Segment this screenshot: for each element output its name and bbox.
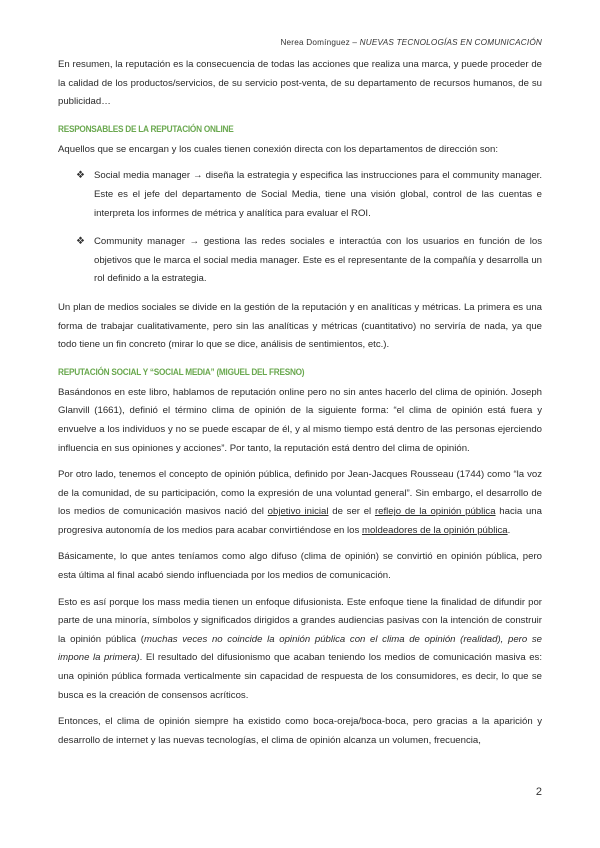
responsables-list — [58, 167, 542, 289]
section1-lead: Aquellos que se encargan y los cuales tienen conexión directa con los departamentos de dirección son: — [58, 143, 498, 155]
italic-text: muchas veces no coincide la opinión pública con el clima de opinión (realidad), pero se impone la primera) — [58, 633, 542, 664]
section2-paragraph-2 — [58, 466, 542, 540]
list-item-text: Community manager → gestiona las redes sociales e interactúa con los usuarios en función de los objetivos que le marca el social media manager. Este es el representante de la compañía y desarrolla un rol definido a la estrategia. — [94, 236, 542, 285]
page-number: 2 — [535, 786, 542, 798]
underlined-text: objetivo inicial — [267, 506, 329, 518]
text-run: Por otro lado, tenemos el concepto de opinión pública, definido por Jean-Jacques Rousseau (1744) como “la voz de la comunidad, de su participación, como la expresión de una voluntad general”. Sin embargo, el desarrollo de los medios de comunicación masivos nació del — [58, 469, 542, 518]
underlined-text: moldeadores de la opinión pública — [361, 524, 508, 536]
text-run: . El resultado del difusionismo que acaban teniendo los medios de comunicación masiva es: una opinión pública formada verticalmente sin capacidad de respuesta de los consumidores, es decir, lo que se busca es la creación de consensos acríticos. — [58, 652, 542, 701]
page-header — [280, 38, 542, 47]
section2-paragraph-1: Basándonos en este libro, hablamos de reputación online pero no sin antes hacerlo del clima de opinión. Joseph Glanvill (1661), definió el término clima de opinión de la siguiente forma: “el clima de opinión está fuera y envuelve a los individuos y no se puede escapar de él, y al mismo tiempo está dentro de las personas ejerciendo influencia en sus opiniones y acciones”. Por tanto, la reputación está dentro del clima de opinión. — [58, 386, 542, 454]
list-item — [58, 167, 542, 223]
list-item — [58, 233, 542, 289]
diamond-bullet-icon: ❖ — [76, 236, 85, 248]
section2-paragraph-5: Entonces, el clima de opinión siempre ha existido como boca-oreja/boca-boca, pero gracias a la aparición y desarrollo de internet y las nuevas tecnologías, el clima de opinión alcanza un volumen, frecuencia, — [58, 716, 542, 746]
text-run: de ser el — [328, 506, 375, 518]
document-body — [58, 56, 542, 750]
list-item-text: Social media manager → diseña la estrategia y especifica las instrucciones para el community manager. Este es el jefe del departamento de Social Media, tiene una visión global, control de las cuentas e interpreta los informes de métrica y analítica para evaluar el ROI. — [94, 170, 542, 219]
header-title: NUEVAS TECNOLOGÍAS EN COMUNICACIÓN — [359, 38, 542, 47]
underlined-text: reflejo de la opinión pública — [374, 506, 496, 518]
diamond-bullet-icon: ❖ — [76, 170, 85, 182]
text-run: . — [507, 524, 511, 536]
text-run: Esto es así porque los mass media tienen un enfoque difusionista. Este enfoque tiene la finalidad de difundir por parte de una minoría, símbolos y significados dirigidos a grandes audiencias pasivas con la intención de construir la opinión pública ( — [58, 596, 542, 645]
section1-closing: Un plan de medios sociales se divide en la gestión de la reputación y en analíticas y métricas. La primera es una forma de trabajar cualitativamente, pero sin las analíticas y métricas (cuantitativo) no serviría de nada, ya que todo tiene un fin concreto (mirar lo que se dice, análisis de sentimientos, etc.). — [58, 301, 542, 351]
section-heading-responsables: RESPONSABLES DE LA REPUTACIÓN ONLINE — [58, 123, 234, 135]
intro-paragraph: En resumen, la reputación es la consecuencia de todas las acciones que realiza una marca, y puede proceder de la calidad de los productos/servicios, de su servicio post-venta, de su departamento de recursos humanos, de su publicidad… — [58, 59, 542, 108]
section2-paragraph-4 — [58, 594, 542, 706]
section2-paragraph-3: Básicamente, lo que antes teníamos como algo difuso (clima de opinión) se convirtió en opinión pública, pero esta última al final acabó siendo influenciada por los medios de comunicación. — [58, 551, 542, 582]
section-heading-reputacion-social: REPUTACIÓN SOCIAL Y “SOCIAL MEDIA” (MIGUEL DEL FRESNO) — [58, 366, 305, 378]
header-author: Nerea Domínguez – — [280, 38, 360, 47]
text-run: hacia una progresiva autonomía de los medios para acabar convirtiéndose en los — [58, 506, 542, 536]
